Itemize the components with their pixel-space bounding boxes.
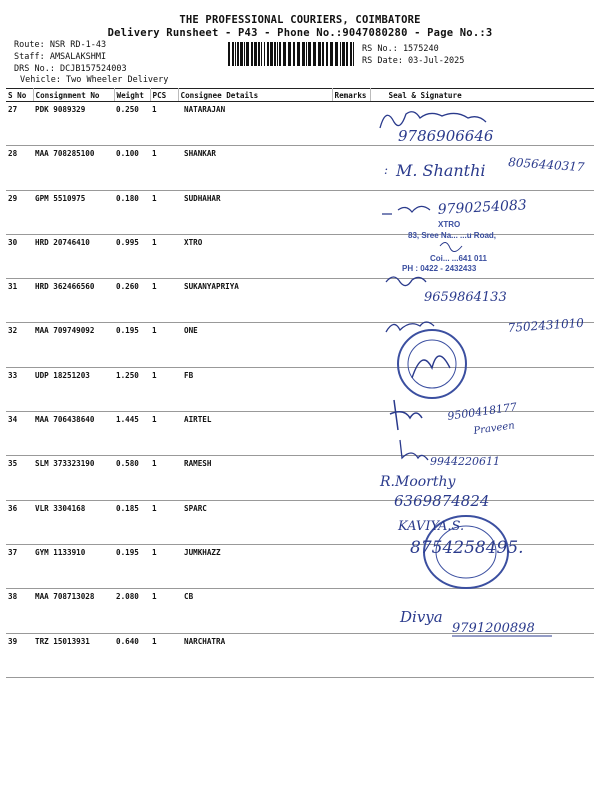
- row-seal-signature: [370, 190, 594, 234]
- barcode-bar: [346, 42, 348, 66]
- row-sno: 32: [6, 323, 33, 367]
- row-sno: 33: [6, 367, 33, 411]
- barcode-bar: [308, 42, 311, 66]
- row-consignee: SPARC: [178, 500, 332, 544]
- table-row: [6, 633, 594, 677]
- row-consignment-no: UDP 18251203: [33, 367, 114, 411]
- barcode-bar: [270, 42, 273, 66]
- barcode-bar: [322, 42, 324, 66]
- row-seal-signature: [370, 279, 594, 323]
- hw-28-phone: 8056440317: [507, 155, 585, 175]
- barcode-bar: [258, 42, 260, 66]
- barcode-bar: [246, 42, 249, 66]
- row-seal-signature: [370, 412, 594, 456]
- col-consignment-header: Consignment No: [33, 89, 114, 102]
- row-pcs: 1: [150, 146, 178, 190]
- row-consignee: SHANKAR: [178, 146, 332, 190]
- row-seal-signature: [370, 367, 594, 411]
- barcode-bar: [353, 42, 354, 66]
- barcode-bar: [261, 42, 262, 66]
- row-remarks: [332, 367, 370, 411]
- barcode-bar: [340, 42, 341, 66]
- row-weight: 0.640: [114, 633, 150, 677]
- col-weight-header: Weight: [114, 89, 150, 102]
- stamp-xtro-line2: Coi... ...641 011: [430, 254, 487, 263]
- row-consignee: SUKANYAPRIYA: [178, 279, 332, 323]
- row-consignment-no: VLR 3304168: [33, 500, 114, 544]
- row-remarks: [332, 456, 370, 500]
- row-consignment-no: PDK 9089329: [33, 102, 114, 146]
- row-pcs: 1: [150, 323, 178, 367]
- row-seal-signature: [370, 544, 594, 588]
- barcode-bar: [228, 42, 230, 66]
- row-pcs: 1: [150, 544, 178, 588]
- stamp-xtro-phone: PH : 0422 - 2432433: [402, 264, 477, 273]
- table-row: [6, 323, 594, 367]
- row-consignee: NATARAJAN: [178, 102, 332, 146]
- barcode-bar: [350, 42, 352, 66]
- row-seal-signature: [370, 234, 594, 278]
- row-sno: 34: [6, 412, 33, 456]
- hw-36-name: R.Moorthy: [380, 474, 456, 490]
- barcode-bar: [283, 42, 286, 66]
- row-consignment-no: MAA 708713028: [33, 589, 114, 633]
- table-row: [6, 190, 594, 234]
- col-pcs-header: PCS: [150, 89, 178, 102]
- row-weight: 1.250: [114, 367, 150, 411]
- table-row: [6, 146, 594, 190]
- row-sno: 38: [6, 589, 33, 633]
- barcode-bar: [277, 42, 278, 66]
- row-remarks: [332, 190, 370, 234]
- barcode-bar: [264, 42, 265, 66]
- row-pcs: 1: [150, 456, 178, 500]
- row-weight: 0.100: [114, 146, 150, 190]
- row-remarks: [332, 412, 370, 456]
- row-consignment-no: GPM 5510975: [33, 190, 114, 234]
- row-seal-signature: [370, 456, 594, 500]
- row-pcs: 1: [150, 500, 178, 544]
- barcode: [228, 42, 356, 66]
- row-consignee: NARCHATRA: [178, 633, 332, 677]
- barcode-bar: [240, 42, 243, 66]
- hw-34-phone: 9500418177: [446, 400, 518, 423]
- table-row: [6, 412, 594, 456]
- barcode-bar: [232, 42, 234, 66]
- hw-32-phone: 7502431010: [507, 315, 585, 335]
- col-seal-header: Seal & Signature: [370, 89, 594, 102]
- barcode-bar: [274, 42, 276, 66]
- col-consignee-header: Consignee Details: [178, 89, 332, 102]
- barcode-bar: [342, 42, 345, 66]
- row-consignment-no: MAA 709749092: [33, 323, 114, 367]
- row-weight: 0.580: [114, 456, 150, 500]
- row-consignee: AIRTEL: [178, 412, 332, 456]
- row-pcs: 1: [150, 190, 178, 234]
- row-remarks: [332, 544, 370, 588]
- table-row: [6, 234, 594, 278]
- table-row: [6, 544, 594, 588]
- row-pcs: 1: [150, 589, 178, 633]
- row-remarks: [332, 279, 370, 323]
- row-sno: 31: [6, 279, 33, 323]
- row-consignment-no: HRD 362466560: [33, 279, 114, 323]
- rs-date: RS Date: 03-Jul-2025: [362, 56, 465, 66]
- row-weight: 0.195: [114, 544, 150, 588]
- row-weight: 0.260: [114, 279, 150, 323]
- row-pcs: 1: [150, 367, 178, 411]
- barcode-bar: [251, 42, 253, 66]
- staff-text: Staff: AMSALAKSHMI: [14, 52, 107, 62]
- barcode-bar: [318, 42, 321, 66]
- row-seal-signature: [370, 146, 594, 190]
- col-sno-header: S No: [6, 89, 33, 102]
- table-row: [6, 456, 594, 500]
- hw-34-name: Praveen: [472, 420, 516, 437]
- row-remarks: [332, 323, 370, 367]
- row-seal-signature: [370, 323, 594, 367]
- hw-28-name: M. Shanthi: [396, 161, 486, 180]
- hw-39-name: Divya: [400, 608, 443, 626]
- row-weight: 0.250: [114, 102, 150, 146]
- row-sno: 37: [6, 544, 33, 588]
- row-seal-signature: [370, 589, 594, 633]
- stamp-xtro-line1: 83, Sree Na... ...u Road,: [408, 231, 497, 240]
- hw-27-phone: 9786906646: [398, 127, 494, 145]
- row-remarks: [332, 102, 370, 146]
- vehicle-text: Vehicle: Two Wheeler Delivery: [20, 75, 169, 85]
- hw-37-name: KAVIYA.S.: [398, 519, 465, 534]
- row-sno: 35: [6, 456, 33, 500]
- row-weight: 0.195: [114, 323, 150, 367]
- table-row: [6, 500, 594, 544]
- barcode-bar: [254, 42, 257, 66]
- row-sno: 30: [6, 234, 33, 278]
- company-title: THE PROFESSIONAL COURIERS, COIMBATORE: [179, 14, 421, 26]
- row-remarks: [332, 146, 370, 190]
- table-row: [6, 367, 594, 411]
- table-row: [6, 279, 594, 323]
- row-sno: 27: [6, 102, 33, 146]
- hw-37-phone: 8754258495.: [410, 538, 524, 558]
- hw-31-phone: 9659864133: [424, 290, 507, 305]
- row-pcs: 1: [150, 102, 178, 146]
- row-consignment-no: TRZ 15013931: [33, 633, 114, 677]
- barcode-bar: [244, 42, 245, 66]
- barcode-bar: [326, 42, 328, 66]
- barcode-bar: [302, 42, 305, 66]
- barcode-bar: [297, 42, 300, 66]
- row-consignment-no: SLM 373323190: [33, 456, 114, 500]
- row-consignee: ONE: [178, 323, 332, 367]
- row-pcs: 1: [150, 279, 178, 323]
- barcode-bar: [235, 42, 236, 66]
- row-weight: 0.180: [114, 190, 150, 234]
- row-remarks: [332, 500, 370, 544]
- row-weight: 0.995: [114, 234, 150, 278]
- row-consignee: CB: [178, 589, 332, 633]
- row-seal-signature: [370, 633, 594, 677]
- rs-number: RS No.: 1575240: [362, 44, 439, 54]
- row-consignment-no: MAA 708285100: [33, 146, 114, 190]
- barcode-bar: [335, 42, 338, 66]
- row-remarks: [332, 633, 370, 677]
- row-consignee: RAMESH: [178, 456, 332, 500]
- row-consignment-no: HRD 20746410: [33, 234, 114, 278]
- row-weight: 1.445: [114, 412, 150, 456]
- row-remarks: [332, 589, 370, 633]
- row-consignee: SUDHAHAR: [178, 190, 332, 234]
- row-weight: 0.185: [114, 500, 150, 544]
- row-remarks: [332, 234, 370, 278]
- stamp-xtro-name: XTRO: [438, 220, 461, 229]
- hw-29-phone: 9790254083: [437, 197, 528, 218]
- table-row: [6, 589, 594, 633]
- col-remarks-header: Remarks: [332, 89, 370, 102]
- route-text: Route: NSR RD-1-43: [14, 40, 107, 50]
- barcode-bar: [293, 42, 295, 66]
- hw-36-phone: 6369874824: [394, 492, 490, 510]
- row-pcs: 1: [150, 412, 178, 456]
- table-row: [6, 102, 594, 146]
- barcode-bar: [267, 42, 269, 66]
- barcode-bar: [237, 42, 239, 66]
- row-sno: 36: [6, 500, 33, 544]
- hw-39-phone: 9791200898: [452, 621, 535, 636]
- row-seal-signature: [370, 102, 594, 146]
- row-consignment-no: GYM 1133910: [33, 544, 114, 588]
- row-seal-signature: [370, 500, 594, 544]
- drs-text: DRS No.: DCJB157524003: [14, 64, 127, 74]
- barcode-bar: [279, 42, 281, 66]
- barcode-bar: [288, 42, 291, 66]
- row-sno: 29: [6, 190, 33, 234]
- barcode-bar: [313, 42, 316, 66]
- barcode-bar: [306, 42, 307, 66]
- runsheet-subtitle: Delivery Runsheet - P43 - Phone No.:9047080280 - Page No.:3: [107, 27, 493, 39]
- row-consignment-no: MAA 706438640: [33, 412, 114, 456]
- hw-35-phone: 9944220611: [430, 455, 500, 468]
- row-weight: 2.080: [114, 589, 150, 633]
- runsheet-table: [6, 88, 594, 678]
- row-pcs: 1: [150, 633, 178, 677]
- row-sno: 28: [6, 146, 33, 190]
- row-consignee: FB: [178, 367, 332, 411]
- row-consignee: JUMKHAZZ: [178, 544, 332, 588]
- table-header-row: [6, 89, 594, 102]
- hw-28-mark: :: [384, 163, 389, 177]
- row-pcs: 1: [150, 234, 178, 278]
- row-sno: 39: [6, 633, 33, 677]
- row-consignee: XTRO: [178, 234, 332, 278]
- barcode-bar: [330, 42, 333, 66]
